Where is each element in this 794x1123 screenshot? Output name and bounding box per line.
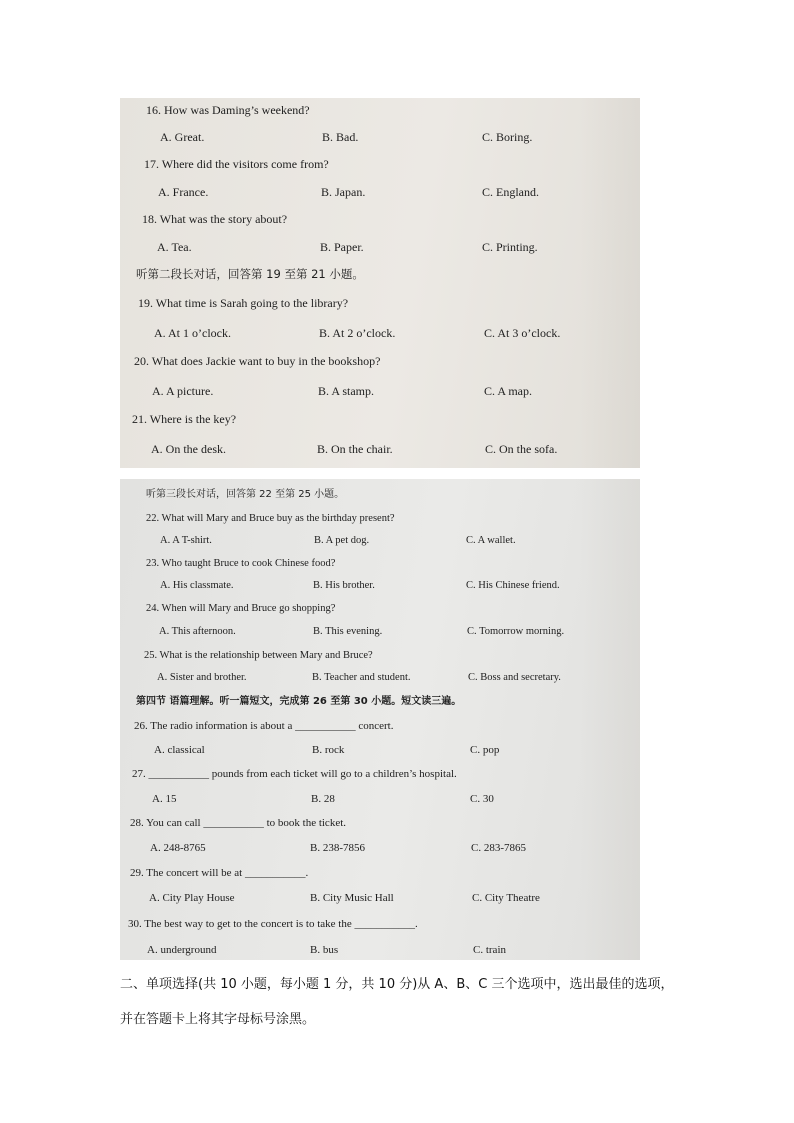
option-a: A. A picture. [152, 384, 214, 398]
question-text: 28. You can call ___________ to book the ticket. [130, 817, 347, 829]
option-b: B. Paper. [320, 240, 364, 254]
instruction-text: 听第三段长对话，回答第 22 至第 25 小题。 [146, 489, 345, 500]
option-c: C. A wallet. [466, 535, 516, 546]
option-b: B. Bad. [322, 130, 359, 144]
question-text: 20. What does Jackie want to buy in the bookshop? [134, 354, 381, 368]
option-b: B. This evening. [313, 626, 383, 637]
option-a: A. A T-shirt. [160, 535, 212, 546]
option-b: B. Teacher and student. [312, 672, 411, 683]
option-b: B. rock [312, 744, 345, 756]
option-b: B. At 2 o’clock. [319, 326, 396, 340]
option-b: B. A pet dog. [314, 535, 370, 546]
question-text: 16. How was Daming’s weekend? [146, 103, 310, 117]
option-a: A. 248-8765 [150, 842, 206, 854]
option-b: B. bus [310, 944, 339, 956]
option-b: B. 28 [311, 793, 335, 805]
photo-edge-shadow [580, 98, 640, 468]
option-b: B. His brother. [313, 580, 375, 591]
question-text: 22. What will Mary and Bruce buy as the birthday present? [146, 513, 395, 524]
option-c: C. Tomorrow morning. [467, 626, 565, 637]
option-a: A. Great. [160, 130, 205, 144]
question-text: 23. Who taught Bruce to cook Chinese food? [146, 558, 336, 569]
option-c: C. train [473, 944, 506, 956]
option-c: C. On the sofa. [485, 442, 558, 456]
option-c: C. pop [470, 744, 500, 756]
question-text: 30. The best way to get to the concert is to take the ___________. [128, 918, 418, 930]
option-c: C. England. [482, 185, 539, 199]
question-text: 29. The concert will be at ___________. [130, 867, 309, 879]
option-a: A. On the desk. [151, 442, 226, 456]
option-c: C. At 3 o’clock. [484, 326, 561, 340]
option-c: C. 30 [470, 793, 494, 805]
option-c: C. Boss and secretary. [468, 672, 561, 683]
option-a: A. At 1 o’clock. [154, 326, 231, 340]
instruction-text: 第四节 语篇理解。听一篇短文，完成第 26 至第 30 小题。短文读三遍。 [136, 696, 462, 707]
section-2-instruction-line-2: 并在答题卡上将其字母标号涂黑。 [120, 1012, 316, 1027]
question-text: 27. ___________ pounds from each ticket will go to a children’s hospital. [132, 768, 457, 780]
option-a: A. His classmate. [160, 580, 234, 591]
question-text: 17. Where did the visitors come from? [144, 157, 329, 171]
question-text: 26. The radio information is about a ___________ concert. [134, 720, 394, 732]
exam-photo-2 [120, 479, 640, 960]
option-a: A. Tea. [157, 240, 192, 254]
option-c: C. His Chinese friend. [466, 580, 560, 591]
question-text: 21. Where is the key? [132, 412, 237, 426]
option-a: A. classical [154, 744, 205, 756]
option-a: A. City Play House [149, 892, 235, 904]
question-text: 19. What time is Sarah going to the library? [138, 296, 349, 310]
option-b: B. 238-7856 [310, 842, 365, 854]
question-text: 18. What was the story about? [142, 212, 288, 226]
option-b: B. On the chair. [317, 442, 393, 456]
option-a: A. underground [147, 944, 217, 956]
option-c: C. 283-7865 [471, 842, 526, 854]
option-a: A. 15 [152, 793, 177, 805]
option-c: C. A map. [484, 384, 533, 398]
instruction-text: 听第二段长对话，回答第 19 至第 21 小题。 [136, 267, 364, 281]
question-text: 25. What is the relationship between Mary and Bruce? [144, 650, 373, 661]
option-b: B. A stamp. [318, 384, 375, 398]
option-b: B. Japan. [321, 185, 366, 199]
photo-edge-shadow [580, 479, 640, 960]
option-a: A. Sister and brother. [157, 672, 247, 683]
option-c: C. Printing. [482, 240, 538, 254]
option-c: C. City Theatre [472, 892, 540, 904]
section-2-instruction-line-1: 二、单项选择(共 10 小题，每小题 1 分，共 10 分)从 A、B、C 三个选项中，选出最佳的选项， [120, 977, 674, 992]
option-b: B. City Music Hall [310, 892, 394, 904]
option-a: A. This afternoon. [159, 626, 236, 637]
option-c: C. Boring. [482, 130, 533, 144]
question-text: 24. When will Mary and Bruce go shopping? [146, 603, 336, 614]
option-a: A. France. [158, 185, 209, 199]
exam-photo-1 [120, 98, 640, 468]
